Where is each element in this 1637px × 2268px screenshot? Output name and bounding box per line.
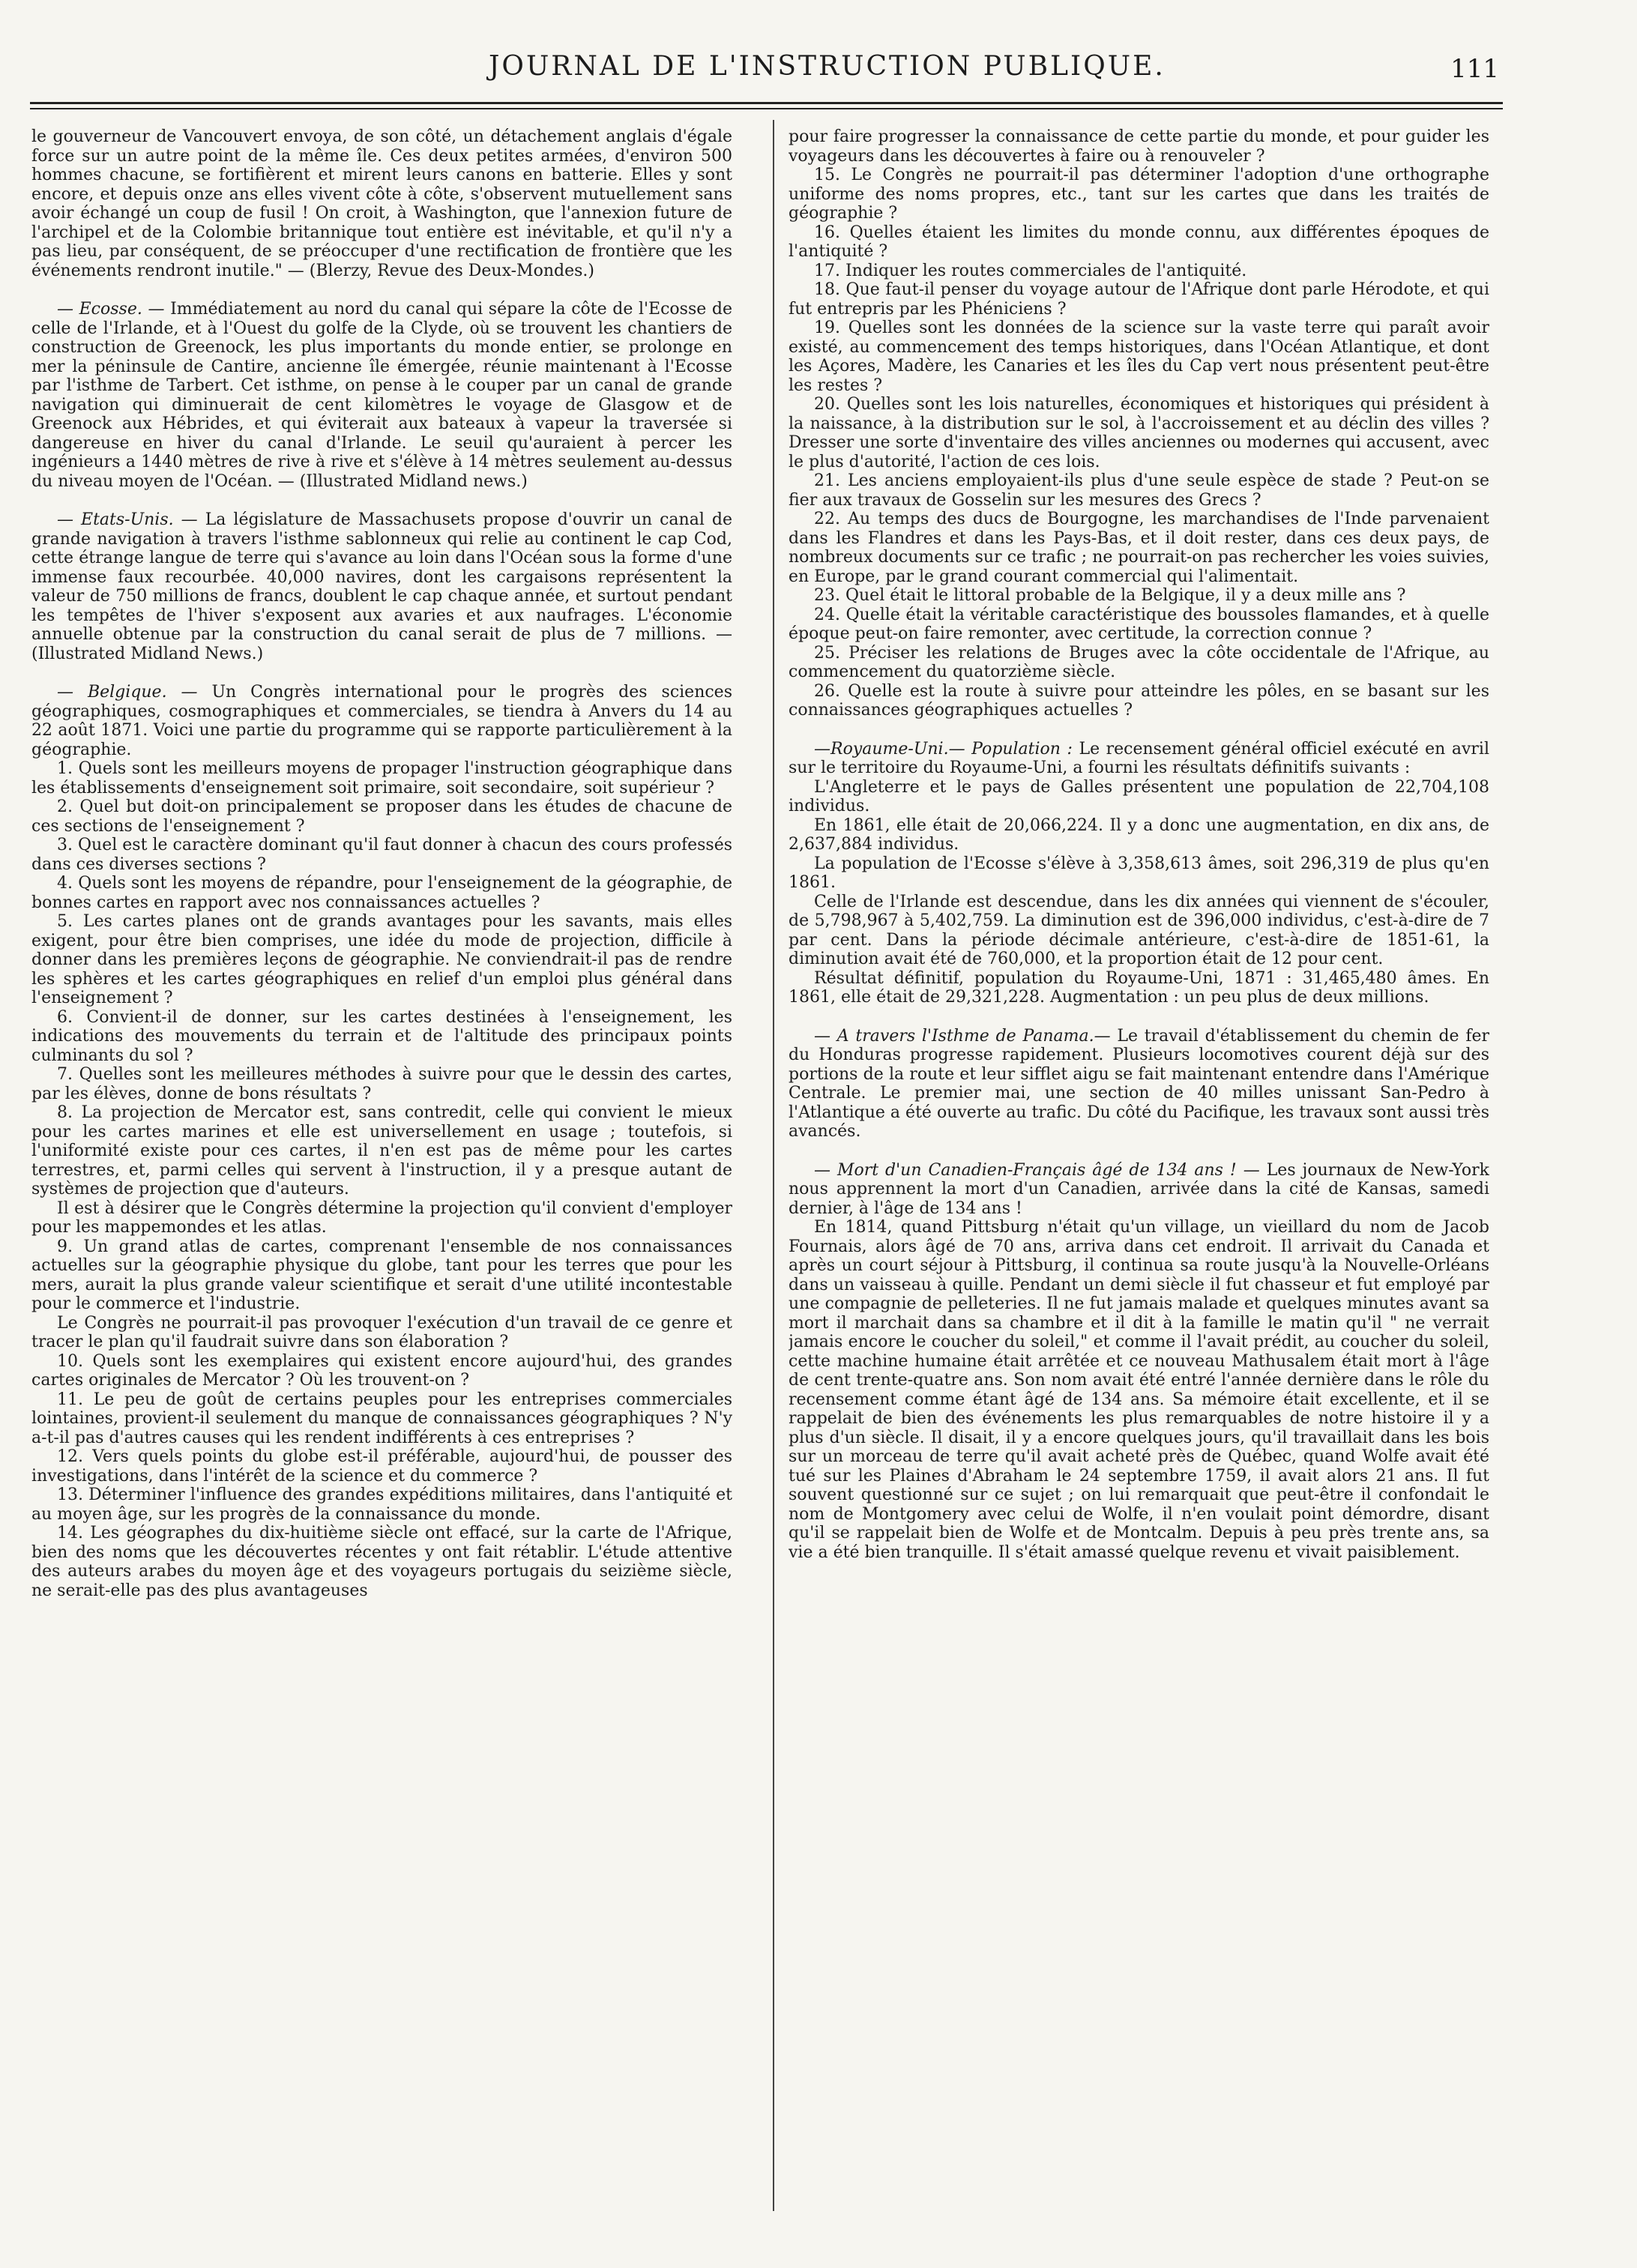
question-23: 23. Quel était le littoral probable de la Belgique, il y a deux mille ans ? xyxy=(814,586,1406,605)
question-5: 5. Les cartes planes ont de grands avantages pour les savants, mais elles exigent, pour être bien comprises, une idée du mode de projection, difficile à donner dans les premières leçons de géographie. Ne conviendrait-il pas de rendre les sphères et les cartes géographiques en relief d'un emploi plus général dans l'enseignement ? xyxy=(31,912,732,1007)
panama-article xyxy=(789,1027,1489,1141)
royaume-uni-text-5: Celle de l'Irlande est descendue, dans les dix années qui viennent de s'écouler, de 5,798,967 à 5,402,759. La diminution est de 396,000 individus, c'est-à-dire de 7 par cent. Dans la période décimale antérieure, c'est-à-dire de 1851-61, la diminution avait été de 760,000, et la proportion était de 12 pour cent. xyxy=(789,892,1489,968)
question-24: 24. Quelle était la véritable caractéristique des boussoles flamandes, et à quelle époque peut-on faire remonter, avec certitude, la correction connue ? xyxy=(789,605,1489,643)
question-14: 14. Les géographes du dix-huitième siècle ont effacé, sur la carte de l'Afrique, bien des noms que les découvertes récentes y ont fait rétablir. L'étude attentive des auteurs arabes du moyen âge et des voyageurs portugais du seizième siècle, ne serait-elle pas des plus avantageuses xyxy=(31,1524,732,1600)
right-column xyxy=(789,127,1489,2226)
mort-canadien-heading: — Mort d'un Canadien-Français âgé de 134 ans ! — xyxy=(814,1160,1260,1180)
question-13: 13. Déterminer l'influence des grandes expéditions militaires, dans l'antiquité et au moyen âge, sur les progrès de la connaissance du monde. xyxy=(31,1486,732,1524)
question-18: 18. Que faut-il penser du voyage autour de l'Afrique dont parle Hérodote, et qui fut entrepris par les Phéniciens ? xyxy=(789,280,1489,319)
question-21: 21. Les anciens employaient-ils plus d'une seule espèce de stade ? Peut-on se fier aux travaux de Gosselin sur les mesures des Grecs ? xyxy=(789,471,1489,510)
question-8-note: Il est à désirer que le Congrès détermine la projection qu'il convient d'employer pour les mappemondes et les atlas. xyxy=(31,1198,732,1237)
page-number: 111 xyxy=(1450,54,1499,84)
royaume-uni-text-2: L'Angleterre et le pays de Galles présentent une population de 22,704,108 individus. xyxy=(789,777,1489,815)
royaume-uni-text-1: Le recensement général officiel exécuté en avril sur le territoire du Royaume-Uni, a fourni les résultats définitifs suivants : xyxy=(789,739,1489,777)
question-2: 2. Quel but doit-on principalement se proposer dans les études de chacune de ces sections de l'enseignement ? xyxy=(31,797,732,836)
panama-text: Le travail d'établissement du chemin de fer du Honduras progresse rapidement. Plusieurs locomotives courent déjà sur des portions de la route et leur sifflet aigu se fait maintenant entendre dans l'Amérique Centrale. Le premier mai, une section de 40 milles unissant San-Pedro à l'Atlantique a été ouverte au trafic. Du côté du Pacifique, les travaux sont aussi très avancés. xyxy=(789,1026,1489,1141)
question-17: 17. Indiquer les routes commerciales de l'antiquité. xyxy=(814,261,1247,280)
royaume-uni-text-4: La population de l'Ecosse s'élève à 3,358,613 âmes, soit 296,319 de plus qu'en 1861. xyxy=(789,854,1489,892)
question-22: 22. Au temps des ducs de Bourgogne, les marchandises de l'Inde parvenaient dans les Flandres et dans les Pays-Bas, et il doit rester, dans ces deux pays, de nombreux documents sur ce trafic ; ne pourrait-on pas rechercher les voies suivies, en Europe, par le grand courant commercial qui l'alimentait. xyxy=(789,510,1489,586)
question-10: 10. Quels sont les exemplaires qui existent encore aujourd'hui, des grandes cartes originales de Mercator ? Où les trouvent-on ? xyxy=(31,1351,732,1390)
column-divider xyxy=(773,120,774,2211)
mort-canadien-article xyxy=(789,1161,1489,1563)
royaume-uni-text-6: Résultat définitif, population du Royaume-Uni, 1871 : 31,465,480 âmes. En 1861, elle était de 29,321,228. Augmentation : un peu plus de deux millions. xyxy=(789,968,1489,1007)
question-3: 3. Quel est le caractère dominant qu'il faut donner à chacun des cours professés dans ces diverses sections ? xyxy=(31,836,732,874)
belgique-text: Un Congrès international pour le progrès des sciences géographiques, cosmographiques et commerciales, se tiendra à Anvers du 14 au 22 août 1871. Voici une partie du programme qui se rapporte particulièrement à la géographie. xyxy=(31,683,732,759)
journal-title: JOURNAL DE L'INSTRUCTION PUBLIQUE. xyxy=(489,51,1166,82)
question-4: 4. Quels sont les moyens de répandre, pour l'enseignement de la géographie, de bonnes cartes en rapport avec nos connaissances actuelles ? xyxy=(31,874,732,912)
question-11: 11. Le peu de goût de certains peuples pour les entreprises commerciales lointaines, provient-il seulement du manque de connaissances géographiques ? N'y a-t-il pas d'autres causes qui les rendent indifférents à ces entreprises ? xyxy=(31,1390,732,1447)
header-rule xyxy=(30,102,1503,104)
question-15: 15. Le Congrès ne pourrait-il pas déterminer l'adoption d'une orthographe uniforme des noms propres, etc., tant sur les cartes que dans les traités de géographie ? xyxy=(789,166,1489,223)
question-25: 25. Préciser les relations de Bruges avec la côte occidentale de l'Afrique, au commencement du quatorzième siècle. xyxy=(789,643,1489,681)
page-header xyxy=(30,46,1499,99)
ecosse-heading: — Ecosse. — xyxy=(57,300,165,319)
question-14-continuation: pour faire progresser la connaissance de cette partie du monde, et pour guider les voyageurs dans les découvertes à faire ou à renouveler ? xyxy=(789,127,1489,166)
belgique-heading: — Belgique. — xyxy=(57,683,198,702)
question-26: 26. Quelle est la route à suivre pour atteindre les pôles, en se basant sur les connaissances géographiques actuelles ? xyxy=(789,681,1489,720)
question-7: 7. Quelles sont les meilleures méthodes à suivre pour que le dessin des cartes, par les élèves, donne de bons résultats ? xyxy=(31,1065,732,1103)
belgique-article xyxy=(31,683,732,759)
question-6: 6. Convient-il de donner, sur les cartes destinées à l'enseignement, les indications des mouvements du terrain et de l'altitude des principaux points culminants du sol ? xyxy=(31,1007,732,1065)
question-9-note: Le Congrès ne pourrait-il pas provoquer l'exécution d'un travail de ce genre et tracer le plan qu'il faudrait suivre dans son élaboration ? xyxy=(31,1313,732,1351)
question-12: 12. Vers quels points du globe est-il préférable, aujourd'hui, de pousser des investigations, dans l'intérêt de la science et du commerce ? xyxy=(31,1447,732,1486)
question-19: 19. Quelles sont les données de la science sur la vaste terre qui paraît avoir existé, au commencement des temps historiques, dans l'Océan Atlantique, et dont les Açores, Madère, les Canaries et les îles du Cap vert nous présentent peut-être les restes ? xyxy=(789,319,1489,395)
ecosse-text: Immédiatement au nord du canal qui sépare la côte de l'Ecosse de celle de l'Irlande, et à l'Ouest du golfe de la Clyde, où se trouvent les chantiers de construction de Greenock, les plus importants du monde entier, se prolonge en mer la péninsule de Cantire, ancienne île émergée, réunie maintenant à l'Ecosse par l'isthme de Tarbert. Cet isthme, on pense à le couper par un canal de grande navigation qui diminuerait de cent kilomètres le voyage de Glasgow et de Greenock aux Hébrides, et qui éviterait aux bateaux à vapeur la traversée si dangereuse en hiver du canal d'Irlande. Le seuil qu'auraient à percer les ingénieurs a 1440 mètres de rive à rive et s'élève à 14 mètres seulement au-dessus du niveau moyen de l'Océan. — (Illustrated Midland news.) xyxy=(31,300,732,491)
question-9: 9. Un grand atlas de cartes, comprenant l'ensemble de nos connaissances actuelles sur la géographie physique du globe, tant pour les terres que pour les mers, aurait la plus grande valeur scientifique et serait d'une utilité incontestable pour le commerce et l'industrie. xyxy=(31,1237,732,1313)
mort-canadien-text-2: En 1814, quand Pittsburg n'était qu'un village, un vieillard du nom de Jacob Fournais, alors âgé de 70 ans, arriva dans cet endroit. Il arrivait du Canada et après un court séjour à Pittsburg, il continua sa route jusqu'à la Nouvelle-Orléans dans un vaisseau à quille. Pendant un demi siècle il fut chasseur et fut employé par une compagnie de pelleteries. Il ne fut jamais malade et quelques minutes avant sa mort il marchait dans sa chambre et il dit à la famille le matin qu'il " ne verrait jamais encore le coucher du soleil," et comme il l'avait prédit, au coucher du soleil, cette machine humaine était arrêtée et ce nouveau Mathusalem était mort à l'âge de cent trente-quatre ans. Son nom avait été entré l'année dernière dans le rôle du recensement comme étant âgé de 134 ans. Sa mémoire était excellente, et il se rappelait de bien des événements les plus remarquables de notre histoire il y a plus d'un siècle. Il disait, il y a encore quelques jours, qu'il travaillait dans les bois sur un morceau de terre qu'il avait acheté près de Québec, quand Wolfe avait été tué sur les Plaines d'Abraham le 24 septembre 1759, il avait alors 21 ans. Il fut souvent questionné sur ce sujet ; on lui remarquait que peut-être il confondait le nom de Montgomery avec celui de Wolfe, il n'en voulait point démordre, disant qu'il se rappelait bien de Wolfe et de Montcalm. Depuis à peu près trente ans, sa vie a été bien tranquille. Il s'était amassé quelque revenu et vivait paisiblement. xyxy=(789,1218,1489,1562)
etats-unis-text: La législature de Massachusets propose d'ouvrir un canal de grande navigation à travers l'isthme sablonneux qui relie au continent le cap Cod, cette étrange langue de terre qui s'avance au loin dans l'Océan sous la forme d'une immense faux recourbée. 40,000 navires, dont les cargaisons représentent la valeur de 750 millions de francs, doublent le cap chaque année, et surtout pendant les tempêtes de l'hiver s'exposent aux avaries et aux naufrages. L'économie annuelle obtenue par la construction du canal serait de plus de 7 millions. — (Illustrated Midland News.) xyxy=(31,510,732,663)
question-20: 20. Quelles sont les lois naturelles, économiques et historiques qui président à la naissance, à la distribution sur le sol, à l'accroissement et au déclin des villes ? Dresser une sorte d'inventaire des villes anciennes ou modernes qui accusent, avec le plus d'autorité, l'action de ces lois. xyxy=(789,395,1489,471)
question-16: 16. Quelles étaient les limites du monde connu, aux différentes époques de l'antiquité ? xyxy=(789,223,1489,261)
royaume-uni-text-3: En 1861, elle était de 20,066,224. Il y a donc une augmentation, en dix ans, de 2,637,884 individus. xyxy=(789,815,1489,854)
royaume-uni-heading: —Royaume-Uni.— Population : xyxy=(814,739,1073,758)
ecosse-article xyxy=(31,300,732,491)
royaume-uni-intro xyxy=(789,740,1489,778)
header-rule-secondary xyxy=(30,108,1503,109)
question-1: 1. Quels sont les meilleurs moyens de propager l'instruction géographique dans les établissements d'enseignement soit primaire, soit secondaire, soit supérieur ? xyxy=(31,759,732,797)
vancouver-text: le gouverneur de Vancouvert envoya, de son côté, un détachement anglais d'égale force sur un autre point de la même île. Ces deux petites armées, d'environ 500 hommes chacune, se fortifièrent et mirent leurs canons en batterie. Elles y sont encore, et depuis onze ans elles vivent côte à côte, s'observent mutuellement sans avoir échangé un coup de fusil ! On croit, à Washington, que l'annexion future de l'archipel et de la Colombie britannique tout entière est inévitable, et qu'il n'y a pas lieu, par conséquent, de se préoccuper d'une rectification de frontière que les événements rendront inutile." — (Blerzy, Revue des Deux-Mondes.) xyxy=(31,127,732,280)
question-8: 8. La projection de Mercator est, sans contredit, celle qui convient le mieux pour les cartes marines et elle est universellement en usage ; toutefois, si l'uniformité existe pour ces cartes, il n'en est pas de même pour les cartes terrestres, et, parmi celles qui servent à l'instruction, il y a presque autant de systèmes de projection que d'auteurs. xyxy=(31,1103,732,1198)
left-column xyxy=(31,127,732,2226)
vancouver-article xyxy=(31,127,732,280)
mort-canadien-text-1: Les journaux de New-York nous apprennent la mort d'un Canadien, arrivée dans la cité de Kansas, samedi dernier, à l'âge de 134 ans ! xyxy=(789,1160,1489,1218)
etats-unis-heading: — Etats-Unis. — xyxy=(57,510,198,529)
royaume-uni-article xyxy=(789,740,1489,1007)
mort-canadien-intro xyxy=(789,1161,1489,1219)
etats-unis-article xyxy=(31,510,732,663)
panama-heading: — A travers l'Isthme de Panama.— xyxy=(814,1026,1111,1046)
